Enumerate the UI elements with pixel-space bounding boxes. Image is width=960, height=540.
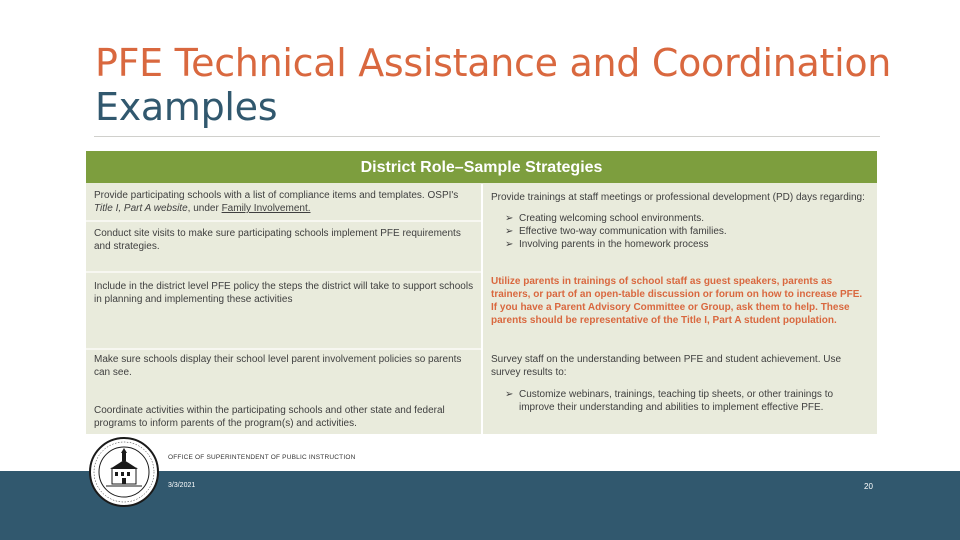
table-header: District Role–Sample Strategies: [86, 151, 877, 183]
list-item: [505, 225, 871, 238]
pd-topic-list: [505, 212, 871, 251]
parent-trainers-text: Utilize parents in trainings of school staff as guest speakers, parents as trainers, or part of an open-table discussion or forum on how to increase PFE. If you have a Parent Advisory Committee or Group, ask them to help. These parents should be representative of the Title I, Part A student population.: [491, 276, 863, 326]
title-line-2: Examples: [95, 85, 278, 129]
left-cell-1-mid: , under: [187, 203, 222, 214]
row-divider: [86, 220, 481, 222]
arrow-bullet-icon: ➢: [505, 226, 514, 237]
row-divider: [86, 348, 481, 350]
left-cell-4: Make sure schools display their school level parent involvement policies so parents can see.: [94, 354, 462, 378]
row-divider: [86, 271, 481, 273]
left-cell-3: Include in the district level PFE policy the steps the district will take to support schools in planning and implementing these activities: [94, 281, 474, 305]
title-divider: [94, 136, 880, 137]
list-item: [505, 388, 867, 414]
list-item-text: Involving parents in the homework process: [519, 239, 709, 250]
ospi-seal-icon: [88, 436, 160, 508]
arrow-bullet-icon: ➢: [505, 239, 514, 250]
list-item: [505, 238, 871, 251]
list-item-text: Effective two-way communication with families.: [519, 226, 727, 237]
right-cell-1: [483, 191, 877, 251]
strategies-table: [86, 151, 877, 434]
survey-intro-text: Survey staff on the understanding between PFE and student achievement. Use survey results to:: [491, 354, 842, 378]
list-item-text: Creating welcoming school environments.: [519, 213, 705, 224]
pd-intro-text: Provide trainings at staff meetings or professional development (PD) days regarding:: [491, 192, 865, 203]
title-i-website-text: Title I, Part A website: [94, 203, 188, 214]
slide-title: [95, 41, 891, 129]
footer-date: 3/3/2021: [168, 482, 196, 489]
right-cell-3: [483, 353, 877, 414]
left-cell-5: Coordinate activities within the participating schools and other state and federal programs to inform parents of the program(s) and activities.: [94, 405, 445, 429]
left-cell-1: [86, 189, 481, 215]
arrow-bullet-icon: ➢: [505, 389, 514, 400]
list-item: [505, 212, 871, 225]
footer-organization: OFFICE OF SUPERINTENDENT OF PUBLIC INSTRUCTION: [168, 454, 356, 461]
page-number: 20: [864, 482, 873, 491]
family-involvement-link[interactable]: Family Involvement.: [221, 203, 311, 214]
survey-action-list: [505, 388, 871, 414]
title-line-1: PFE Technical Assistance and Coordination: [95, 41, 892, 85]
list-item-text: Customize webinars, trainings, teaching tip sheets, or other trainings to improve their understanding and abilities to implement effective PFE.: [519, 389, 834, 413]
left-cell-2: Conduct site visits to make sure participating schools implement PFE requirements and strategies.: [94, 228, 461, 252]
arrow-bullet-icon: ➢: [505, 213, 514, 224]
right-cell-2: [483, 275, 877, 327]
left-cell-1-text: Provide participating schools with a list of compliance items and templates. OSPI's: [94, 190, 459, 201]
